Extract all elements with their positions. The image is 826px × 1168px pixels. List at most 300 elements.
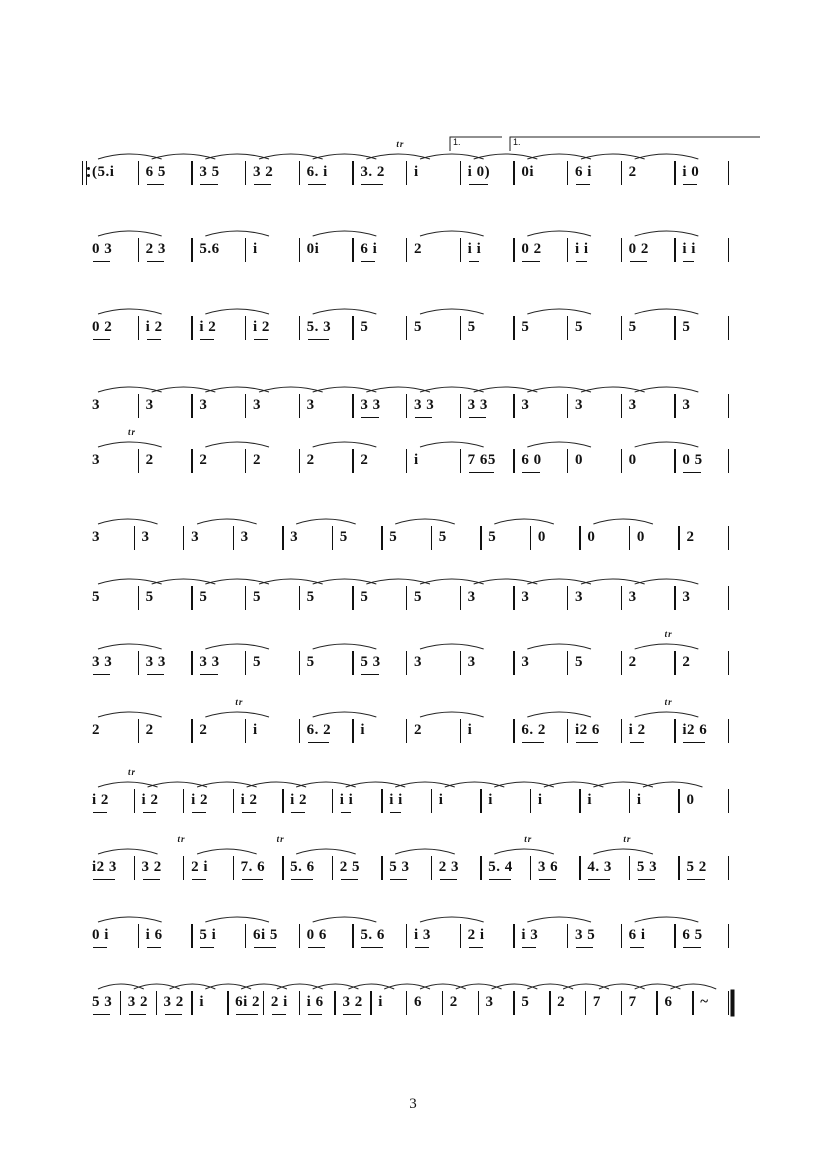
barline bbox=[299, 238, 300, 262]
barline bbox=[138, 316, 139, 340]
slur-arc bbox=[581, 154, 645, 159]
barline bbox=[460, 651, 461, 675]
measure-notes: i bbox=[253, 722, 258, 738]
slur-arc bbox=[98, 712, 162, 717]
slur-arc bbox=[259, 154, 323, 159]
slur-arc bbox=[313, 712, 377, 717]
barline bbox=[513, 924, 514, 948]
barline bbox=[549, 991, 550, 1015]
slur-arc bbox=[527, 644, 591, 649]
barline bbox=[332, 856, 333, 880]
barline bbox=[674, 449, 675, 473]
barline bbox=[513, 719, 514, 743]
barline bbox=[728, 449, 729, 473]
barline bbox=[191, 449, 192, 473]
measure-notes: i bbox=[438, 792, 444, 808]
measure-notes: 5 3 bbox=[389, 859, 410, 875]
barline bbox=[352, 719, 353, 743]
barline bbox=[120, 991, 121, 1015]
notation-row bbox=[88, 965, 740, 1025]
measure-notes: 2 bbox=[360, 452, 369, 468]
barline bbox=[674, 719, 675, 743]
trill-mark: tr bbox=[524, 834, 533, 844]
measure-notes: 5 bbox=[521, 319, 530, 335]
measure-notes: 3 bbox=[628, 397, 637, 413]
barline bbox=[579, 789, 580, 813]
barline bbox=[245, 394, 246, 418]
measure-notes: 5 bbox=[414, 589, 422, 605]
volta-line bbox=[510, 137, 760, 151]
measure-notes: 7 bbox=[628, 994, 637, 1010]
slur-arc bbox=[527, 309, 591, 314]
barline bbox=[299, 719, 300, 743]
slur-arc bbox=[420, 917, 484, 922]
measure-notes: 5 bbox=[339, 529, 348, 545]
measure-notes: (5.i bbox=[92, 164, 115, 180]
measure-notes: 5 bbox=[360, 319, 369, 335]
barline bbox=[406, 394, 407, 418]
slur-arc bbox=[205, 231, 269, 236]
notation-row bbox=[88, 693, 740, 753]
barline bbox=[245, 238, 246, 262]
measure-group bbox=[88, 858, 740, 882]
barline bbox=[381, 789, 382, 813]
measure-notes: 0 bbox=[686, 792, 695, 808]
barline bbox=[460, 316, 461, 340]
measure-notes: 3 bbox=[575, 397, 583, 413]
trill-mark: tr bbox=[664, 629, 673, 639]
measure-notes: 2 bbox=[628, 164, 637, 180]
measure-notes: i bbox=[414, 452, 419, 468]
slur-arc bbox=[420, 154, 484, 159]
measure-notes: i 3 bbox=[414, 927, 431, 943]
measure-notes: i 2 bbox=[141, 792, 159, 808]
barline bbox=[282, 789, 283, 813]
measure-notes: 3 bbox=[628, 589, 637, 605]
barline bbox=[183, 526, 184, 550]
measure-notes: 3 3 bbox=[199, 654, 220, 670]
slur-arc bbox=[420, 579, 484, 584]
barline bbox=[134, 526, 135, 550]
measure-group bbox=[88, 528, 740, 552]
slur-arc bbox=[635, 231, 699, 236]
slur-arc bbox=[474, 387, 538, 392]
barline bbox=[621, 238, 622, 262]
measure-notes: 0 2 bbox=[521, 241, 542, 257]
measure-notes: 5. 6 bbox=[290, 859, 315, 875]
barline bbox=[299, 586, 300, 610]
barline bbox=[460, 449, 461, 473]
measure-notes: 6i 2 bbox=[235, 994, 261, 1010]
measure-notes: 3 bbox=[414, 654, 422, 670]
measure-notes: 6 bbox=[664, 994, 673, 1010]
barline bbox=[352, 586, 353, 610]
measure-notes: 3 bbox=[575, 589, 583, 605]
barline bbox=[352, 651, 353, 675]
measure-notes: 4. 3 bbox=[587, 859, 612, 875]
measure-notes: 2 bbox=[92, 722, 100, 738]
measure-notes: 3 3 bbox=[92, 654, 113, 670]
measure-notes: 5 bbox=[253, 589, 261, 605]
slur-arc bbox=[152, 387, 216, 392]
barline bbox=[138, 161, 139, 185]
slur-arc bbox=[474, 154, 538, 159]
measure-notes: 0i bbox=[306, 241, 320, 257]
barline bbox=[406, 449, 407, 473]
slur-arc bbox=[635, 387, 699, 392]
measure-notes: 3 bbox=[521, 589, 530, 605]
measure-notes: 2 bbox=[199, 722, 208, 738]
notation-row bbox=[88, 423, 740, 483]
barline bbox=[585, 991, 586, 1015]
barline bbox=[431, 526, 432, 550]
slur-arc bbox=[197, 849, 257, 854]
measure-notes: 5 3 bbox=[636, 859, 658, 875]
slur-arc bbox=[296, 849, 356, 854]
barline bbox=[299, 394, 300, 418]
measure-notes: 3. 2 bbox=[360, 164, 385, 180]
slur-arc bbox=[98, 579, 162, 584]
barline bbox=[621, 316, 622, 340]
measure-notes: i 6 bbox=[306, 994, 324, 1010]
measure-notes: 3 bbox=[467, 589, 476, 605]
slur-arc bbox=[593, 519, 653, 524]
barline bbox=[460, 238, 461, 262]
barline bbox=[530, 856, 531, 880]
barline bbox=[245, 719, 246, 743]
barline bbox=[138, 924, 139, 948]
measure-notes: 3 2 bbox=[253, 164, 274, 180]
barline bbox=[138, 719, 139, 743]
slur-arc bbox=[527, 231, 591, 236]
measure-notes: 5 bbox=[521, 994, 530, 1010]
slur-arc bbox=[581, 387, 645, 392]
barline bbox=[621, 586, 622, 610]
measure-notes: 2 bbox=[686, 529, 695, 545]
barline bbox=[191, 316, 192, 340]
barline bbox=[299, 991, 300, 1015]
measure-notes: i i bbox=[575, 241, 589, 257]
repeat-start-barline bbox=[82, 161, 83, 185]
measure-notes: 0i bbox=[521, 164, 534, 180]
notation-row bbox=[88, 290, 740, 350]
trill-mark: tr bbox=[664, 697, 673, 707]
measure-notes: i2 6 bbox=[682, 722, 708, 738]
barline bbox=[567, 719, 568, 743]
page-number: 3 bbox=[409, 1096, 417, 1112]
measure-notes: 5 bbox=[467, 319, 476, 335]
measure-notes: 2 bbox=[414, 722, 422, 738]
barline bbox=[728, 526, 729, 550]
measure-notes: i bbox=[488, 792, 493, 808]
measure-notes: 5 bbox=[389, 529, 398, 545]
measure-group bbox=[88, 993, 740, 1017]
measure-notes: i bbox=[587, 792, 593, 808]
slur-arc bbox=[527, 917, 591, 922]
measure-notes: 5 bbox=[575, 654, 583, 670]
trill-mark: tr bbox=[128, 767, 137, 777]
barline bbox=[370, 991, 371, 1015]
measure-notes: 0 bbox=[537, 529, 546, 545]
barline bbox=[138, 394, 139, 418]
measure-notes: i bbox=[414, 164, 419, 180]
measure-notes: 2 bbox=[145, 722, 154, 738]
barline bbox=[406, 924, 407, 948]
barline bbox=[381, 856, 382, 880]
barline bbox=[674, 161, 675, 185]
measure-notes: 0 i bbox=[92, 927, 109, 943]
measure-notes: 5 3 bbox=[360, 654, 381, 670]
slur-arc bbox=[581, 579, 645, 584]
measure-notes: 5 bbox=[682, 319, 691, 335]
measure-notes: 2 3 bbox=[145, 241, 166, 257]
slur-arc bbox=[635, 309, 699, 314]
barline bbox=[621, 719, 622, 743]
barline bbox=[513, 449, 514, 473]
slur-arc bbox=[494, 519, 554, 524]
barline bbox=[678, 856, 679, 880]
measure-notes: 3 5 bbox=[199, 164, 220, 180]
barline bbox=[299, 449, 300, 473]
barline bbox=[460, 924, 461, 948]
barline bbox=[567, 586, 568, 610]
final-barline bbox=[728, 991, 729, 1015]
barline bbox=[332, 789, 333, 813]
measure-notes: i i bbox=[339, 792, 354, 808]
barline bbox=[579, 526, 580, 550]
barline bbox=[406, 316, 407, 340]
measure-notes: 2 bbox=[628, 654, 637, 670]
barline bbox=[406, 719, 407, 743]
barline bbox=[245, 924, 246, 948]
barline bbox=[334, 991, 335, 1015]
barline bbox=[674, 238, 675, 262]
barline bbox=[352, 924, 353, 948]
measure-notes: 0 bbox=[636, 529, 645, 545]
barline bbox=[233, 526, 234, 550]
barline bbox=[191, 394, 192, 418]
barline bbox=[299, 316, 300, 340]
barline bbox=[134, 789, 135, 813]
slur-arc bbox=[152, 579, 216, 584]
barline bbox=[728, 316, 729, 340]
slur-arc bbox=[98, 917, 162, 922]
barline bbox=[728, 651, 729, 675]
barline bbox=[191, 651, 192, 675]
measure-notes: 3 3 bbox=[145, 654, 166, 670]
barline bbox=[352, 161, 353, 185]
measure-notes: i i bbox=[467, 241, 482, 257]
measure-notes: 2 bbox=[199, 452, 208, 468]
measure-notes: 2 i bbox=[467, 927, 485, 943]
barline bbox=[460, 719, 461, 743]
barline bbox=[191, 924, 192, 948]
measure-notes: i 3 bbox=[521, 927, 539, 943]
measure-notes: i 2 bbox=[290, 792, 308, 808]
barline bbox=[728, 394, 729, 418]
measure-notes: 3 bbox=[682, 589, 691, 605]
trill-mark: tr bbox=[396, 139, 405, 149]
measure-notes: 5 bbox=[414, 319, 422, 335]
notation-row bbox=[88, 500, 740, 560]
measure-notes: i bbox=[467, 722, 473, 738]
measure-notes: 3 2 bbox=[342, 994, 363, 1010]
measure-notes: 3 bbox=[290, 529, 299, 545]
measure-notes: 2 3 bbox=[438, 859, 460, 875]
measure-notes: 3 bbox=[145, 397, 154, 413]
slur-arc bbox=[98, 442, 162, 447]
barline bbox=[656, 991, 657, 1015]
barline bbox=[245, 316, 246, 340]
measure-notes: i 6 bbox=[145, 927, 163, 943]
measure-notes: 5 bbox=[488, 529, 497, 545]
barline bbox=[431, 789, 432, 813]
slur-arc bbox=[593, 849, 653, 854]
barline bbox=[352, 316, 353, 340]
slur-arc bbox=[205, 387, 269, 392]
barline bbox=[282, 526, 283, 550]
measure-notes: 5 3 bbox=[92, 994, 113, 1010]
measure-notes: i 2 bbox=[199, 319, 217, 335]
barline bbox=[629, 526, 630, 550]
barline bbox=[138, 238, 139, 262]
barline bbox=[460, 394, 461, 418]
measure-notes: i i bbox=[682, 241, 696, 257]
measure-notes: 6. i bbox=[306, 164, 328, 180]
barline bbox=[460, 586, 461, 610]
barline bbox=[191, 161, 192, 185]
measure-notes: i bbox=[199, 994, 204, 1010]
measure-notes: 2 i bbox=[191, 859, 208, 875]
barline bbox=[530, 789, 531, 813]
measure-notes: 6 0 bbox=[521, 452, 542, 468]
slur-arc bbox=[313, 579, 377, 584]
barline bbox=[352, 394, 353, 418]
barline bbox=[513, 316, 514, 340]
barline bbox=[191, 991, 192, 1015]
measure-notes: 3 5 bbox=[575, 927, 596, 943]
measure-notes: 2 bbox=[414, 241, 422, 257]
measure-notes: 5 bbox=[438, 529, 447, 545]
barline bbox=[629, 789, 630, 813]
measure-notes: i bbox=[253, 241, 258, 257]
slur-arc bbox=[205, 154, 269, 159]
measure-notes: 3 bbox=[92, 452, 100, 468]
barline bbox=[621, 449, 622, 473]
slur-arc bbox=[205, 917, 269, 922]
barline bbox=[480, 856, 481, 880]
slur-arc bbox=[205, 309, 269, 314]
measure-notes: 3 bbox=[253, 397, 261, 413]
measure-notes: i 2 bbox=[92, 792, 109, 808]
barline bbox=[674, 394, 675, 418]
measure-notes: 3 3 bbox=[414, 397, 435, 413]
measure-notes: 6 i bbox=[628, 927, 646, 943]
barline bbox=[299, 651, 300, 675]
measure-notes: 6i 5 bbox=[253, 927, 278, 943]
measure-notes: 6. 2 bbox=[306, 722, 332, 738]
slur-arc bbox=[98, 849, 158, 854]
measure-group bbox=[88, 451, 740, 475]
measure-group bbox=[88, 396, 740, 420]
barline bbox=[674, 924, 675, 948]
barline bbox=[674, 316, 675, 340]
slur-arc bbox=[259, 579, 323, 584]
barline bbox=[629, 856, 630, 880]
measure-notes: 7 65 bbox=[467, 452, 496, 468]
slur-arc bbox=[366, 579, 430, 584]
slur-arc bbox=[395, 519, 455, 524]
barline bbox=[191, 719, 192, 743]
measure-notes: 5 bbox=[628, 319, 637, 335]
barline bbox=[138, 449, 139, 473]
measure-group bbox=[88, 721, 740, 745]
notation-row bbox=[88, 212, 740, 272]
slur-arc bbox=[313, 231, 377, 236]
barline bbox=[674, 651, 675, 675]
measure-notes: 2 bbox=[682, 654, 691, 670]
barline bbox=[621, 161, 622, 185]
slur-arc bbox=[635, 154, 699, 159]
slur-arc bbox=[98, 309, 162, 314]
measure-notes: i 2 bbox=[628, 722, 646, 738]
barline bbox=[728, 238, 729, 262]
measure-notes: 7. 6 bbox=[240, 859, 266, 875]
trill-mark: tr bbox=[623, 834, 632, 844]
barline bbox=[245, 449, 246, 473]
measure-notes: 7 bbox=[592, 994, 601, 1010]
measure-notes: 3 bbox=[467, 654, 476, 670]
slur-arc bbox=[98, 644, 162, 649]
measure-notes: 6 5 bbox=[682, 927, 703, 943]
slur-arc bbox=[313, 154, 377, 159]
barline bbox=[728, 924, 729, 948]
barline bbox=[406, 651, 407, 675]
measure-notes: 2 bbox=[449, 994, 458, 1010]
trill-mark: tr bbox=[177, 834, 186, 844]
barline bbox=[406, 991, 407, 1015]
slur-arc bbox=[635, 917, 699, 922]
barline bbox=[621, 991, 622, 1015]
slur-arc bbox=[197, 519, 257, 524]
volta-bracket: 1. bbox=[453, 137, 461, 147]
slur-arc bbox=[527, 387, 591, 392]
barline bbox=[567, 449, 568, 473]
measure-notes: i bbox=[378, 994, 383, 1010]
barline bbox=[513, 651, 514, 675]
barline bbox=[513, 586, 514, 610]
barline bbox=[678, 789, 679, 813]
measure-notes: 3 bbox=[682, 397, 691, 413]
measure-notes: i bbox=[636, 792, 642, 808]
barline bbox=[567, 161, 568, 185]
slur-arc bbox=[366, 387, 430, 392]
barline bbox=[567, 316, 568, 340]
measure-notes: 6 i bbox=[360, 241, 378, 257]
barline bbox=[406, 161, 407, 185]
barline bbox=[674, 586, 675, 610]
slur-arc bbox=[313, 309, 377, 314]
barline bbox=[513, 161, 514, 185]
measure-group bbox=[88, 240, 740, 264]
measure-notes: 3 bbox=[485, 994, 494, 1010]
measure-notes: 2 i bbox=[270, 994, 288, 1010]
measure-notes: 0 bbox=[587, 529, 596, 545]
slur-arc bbox=[527, 442, 591, 447]
measure-notes: 3 bbox=[521, 397, 530, 413]
measure-notes: 0 bbox=[575, 452, 583, 468]
measure-notes: 6 5 bbox=[145, 164, 166, 180]
